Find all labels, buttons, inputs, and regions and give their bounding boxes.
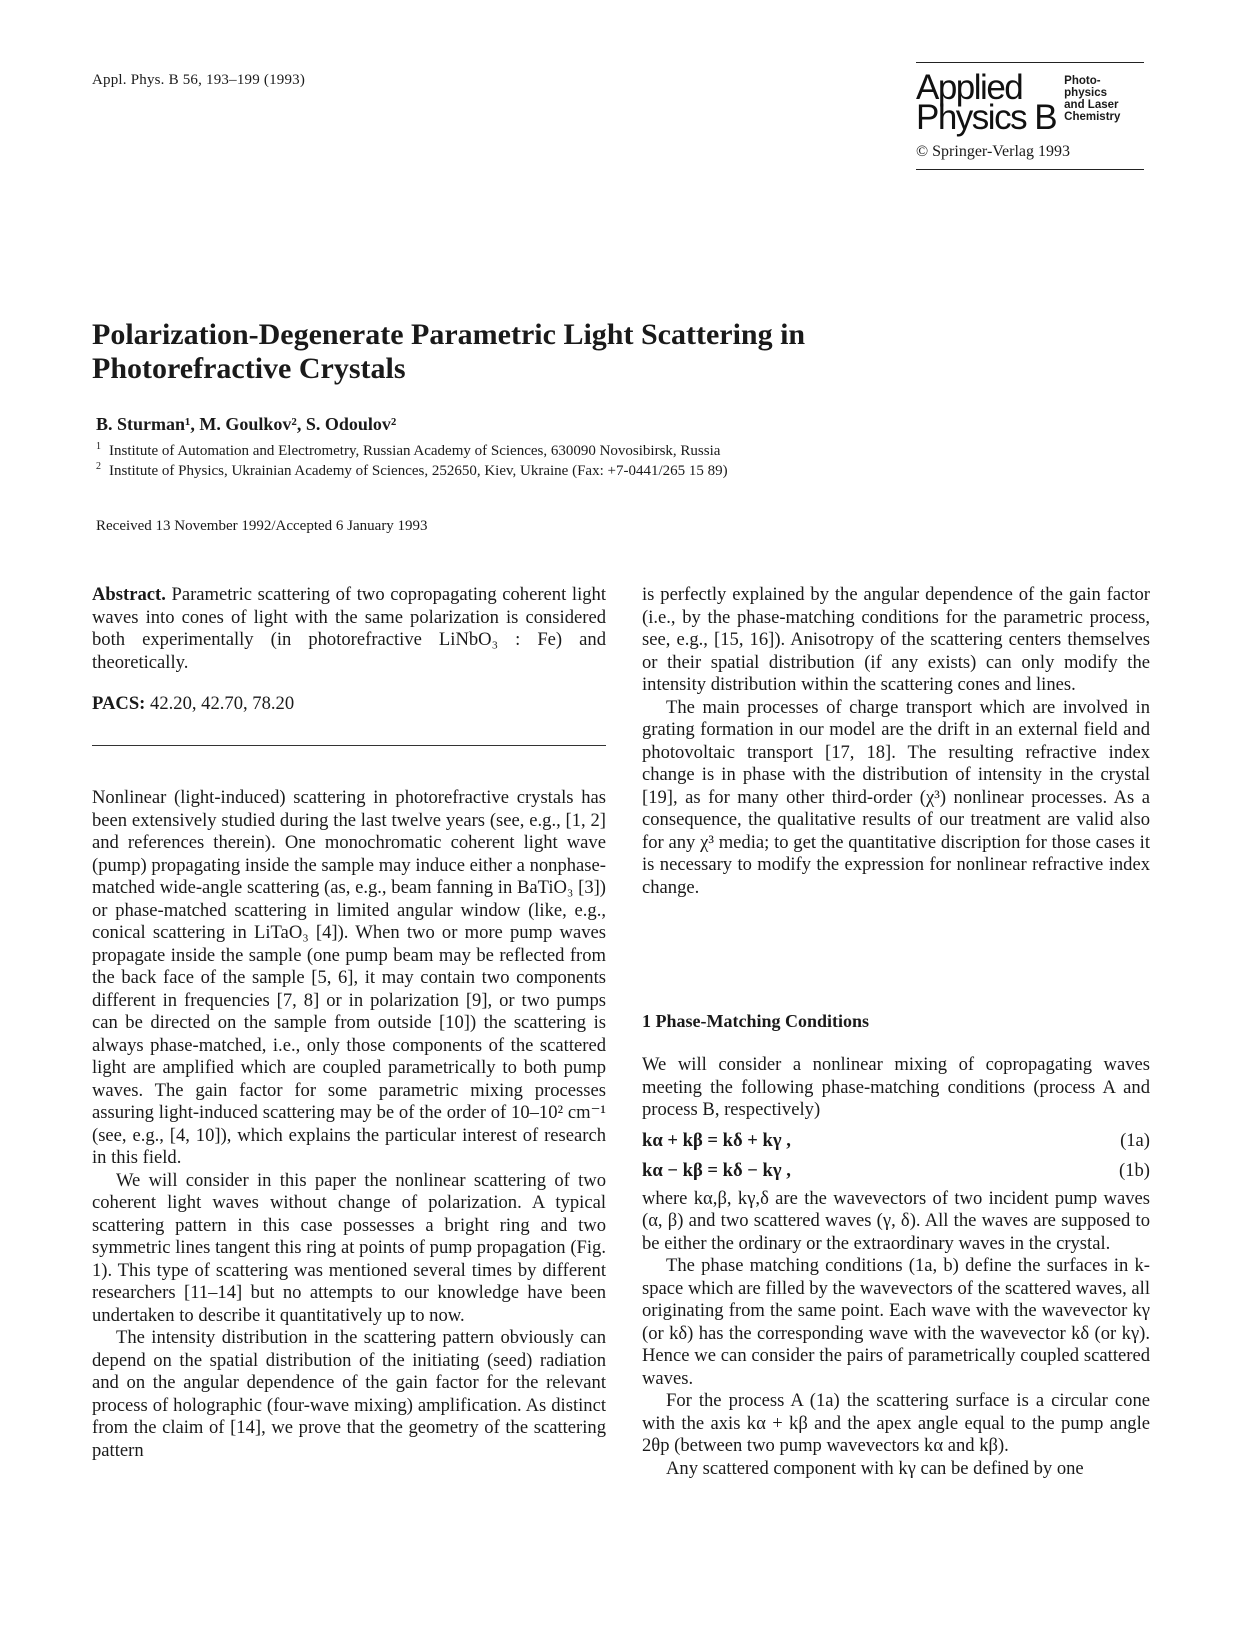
right-body-top [642,584,1150,899]
journal-name [916,68,1057,137]
equation-1b [642,1158,1150,1184]
logo-bottom-rule [916,169,1144,170]
section-1 [642,1010,1150,1033]
journal-name-line1: Applied [916,68,1023,107]
journal-name-line2: Physics B [916,98,1057,137]
affiliation-text: Institute of Physics, Ukrainian Academy of Sciences, 252650, Kiev, Ukraine (Fax: +7-0441/265 15 89) [109,463,728,479]
body-paragraph: The intensity distribution in the scattering pattern obviously can depend on the spatial distribution of the initiating (seed) radiation and on the angular dependence of the gain factor for the relevant process of holographic (four-wave mixing) amplification. As distinct from the claim of [14], we prove that the geometry of the scattering pattern [92,1327,606,1461]
body-paragraph: Nonlinear (light-induced) scattering in photorefractive crystals has been extensively studied during the last twelve years (see, e.g., [1, 2] and references therein). One monochromatic coherent light wave (pump) propagating inside the sample may induce either a nonphase-matched wide-angle scattering (as, e.g., beam fanning in BaTiO₃ [3]) or phase-matched scattering in limited angular window (like, e.g., conical scattering in LiTaO₃ [4]). When two or more pump waves propagate inside the sample (one pump beam may be reflected from the back face of the sample [5, 6], it may contain two components different in frequencies [7, 8] or in polarization [9], or two pumps can be directed on the sample from outside [10]) the scattering is always phase-matched, i.e., only those components of the scattered light are amplified which are coupled parametrically to both pump waves. The gain factor for some parametric mixing processes assuring light-induced scattering may be of the order of 10–10² cm⁻¹ (see, e.g., [4, 10]), which explains the particular interest of research in this field. [92,787,606,1168]
author-list: B. Sturman¹, M. Goulkov², S. Odoulov² [96,414,397,434]
affiliation-1 [96,438,720,460]
body-paragraph: The phase matching conditions (1a, b) define the surfaces in k-space which are filled by the wavevectors of the scattered waves, all originating from the same point. Each wave with the wavevector kγ (or kδ) has the corresponding wave with the wavevector kδ (or kγ). Hence we can consider the pairs of parametrically coupled scattered waves. [642,1255,1151,1389]
abstract [92,584,606,674]
affiliation-number: 2 [96,461,101,472]
body-paragraph: is perfectly explained by the angular dependence of the gain factor (i.e., by the phase-matching conditions for the parametric process, see, e.g., [15, 16]). Anisotropy of the scattering centers themselves or their spatial distribution (if any exists) can only modify the intensity distribution within the scattering cones and lines. [642,584,1150,695]
abstract-text: Parametric scattering of two copropagating coherent light waves into cones of light with the same polarization is considered both experimentally (in photorefractive LiNbO₃ : Fe) and theoretically. [92,584,606,673]
body-paragraph: The main processes of charge transport which are involved in grating formation in our model are the drift in an external field and photovoltaic transport [17, 18]. The resulting refractive index change is in phase with the distribution of intensity in the crystal [19], as for many other third-order (χ³) nonlinear processes. As a consequence, the qualitative results of our treatment are valid also for any χ³ media; to get the quantitative discription for those cases it is necessary to modify the expression for nonlinear refractive index change. [642,696,1150,898]
pacs-codes: 42.20, 42.70, 78.20 [150,693,295,714]
abstract-label: Abstract. [92,584,166,605]
journal-subtitle-line: and Laser [1064,99,1119,111]
equation-label: (1a) [1120,1129,1150,1151]
equation-label: (1b) [1119,1159,1150,1181]
section-1-body [642,1054,1150,1480]
body-paragraph: We will consider in this paper the nonlinear scattering of two coherent light waves without change of polarization. A typical scattering pattern in this case possesses a bright ring and two symmetric lines tangent this ring at points of pump propagation (Fig. 1). This type of scattering was mentioned several times by different researchers [11–14] but no attempts to our knowledge have been undertaken to describe it quantitatively up to now. [92,1169,606,1326]
affiliation-number: 1 [96,441,101,452]
pacs-label: PACS: [92,693,146,714]
journal-citation: Appl. Phys. B 56, 193–199 (1993) [92,72,306,88]
journal-subtitle [1064,73,1120,123]
received-dates: Received 13 November 1992/Accepted 6 January 1993 [96,518,428,534]
body-paragraph: where kα,β, kγ,δ are the wavevectors of two incident pump waves (α, β) and two scattered waves (γ, δ). All the waves are supposed to be either the ordinary or the extraordinary waves in the crystal. [642,1187,1150,1254]
journal-subtitle-line: Chemistry [1064,111,1121,123]
abstract-divider [92,745,606,746]
paper-title [92,318,952,386]
title-line2: Photorefractive Crystals [92,352,406,385]
title-line1: Polarization-Degenerate Parametric Light Scattering in [92,318,806,351]
equation-1a [642,1128,1150,1154]
equation-text: kα + kβ = kδ + kγ , [642,1129,791,1151]
body-paragraph: Any scattered component with kγ can be defined by one [666,1457,1084,1479]
body-paragraph: We will consider a nonlinear mixing of copropagating waves meeting the following phase-matching conditions (process A and process B, respectively) [642,1054,1150,1120]
section-heading: 1 Phase-Matching Conditions [642,1011,870,1031]
copyright-notice: © Springer-Verlag 1993 [916,143,1071,160]
left-body [92,787,606,1462]
pacs-line [92,693,606,716]
body-paragraph: For the process A (1a) the scattering surface is a circular cone with the axis kα + kβ and the apex angle equal to the pump angle 2θp (between two pump wavevectors kα and kβ). [642,1390,1150,1456]
equation-text: kα − kβ = kδ − kγ , [642,1159,791,1181]
affiliation-2 [96,458,728,480]
affiliation-text: Institute of Automation and Electrometry, Russian Academy of Sciences, 630090 Novosibirsk, Russia [109,443,721,459]
journal-subtitle-line: Photo- [1064,75,1101,87]
journal-logo-box [916,62,1144,170]
journal-subtitle-line: physics [1064,87,1107,99]
